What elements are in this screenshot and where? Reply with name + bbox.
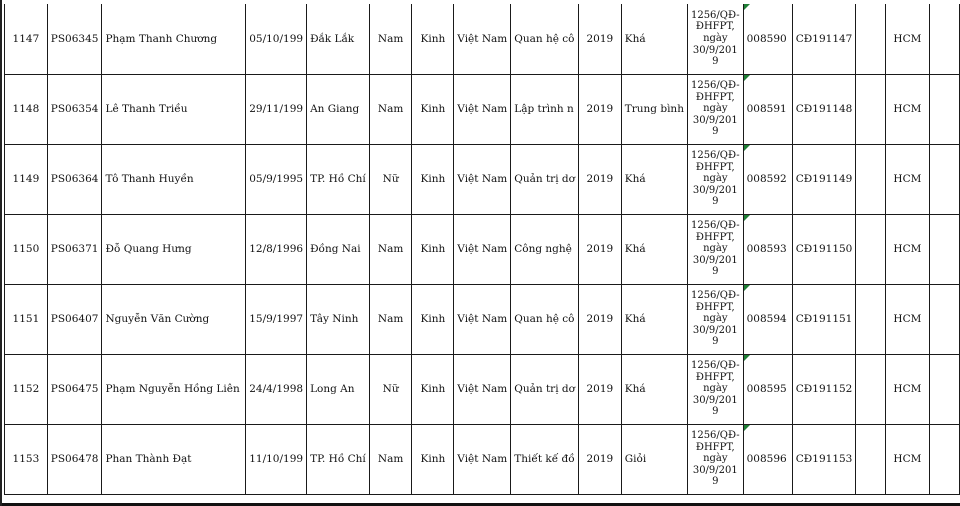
- cell-text: 1153: [12, 453, 40, 465]
- cell-empty-extra[interactable]: [929, 284, 959, 354]
- cell-text: Nam: [377, 103, 404, 115]
- decision-line: 1256/QĐ-: [690, 360, 740, 372]
- cell-text: 008595: [746, 383, 787, 395]
- cell-text: 2019: [586, 313, 614, 325]
- decision-line: ĐHFPT,: [695, 161, 735, 173]
- cell-text: Nữ: [382, 383, 399, 395]
- cell-major[interactable]: [511, 74, 579, 144]
- decision-line: ngày: [703, 32, 728, 44]
- table-row: [5, 284, 960, 354]
- cell-registration-number[interactable]: [792, 214, 856, 284]
- decision-line: ĐHFPT,: [695, 91, 735, 103]
- cell-empty-extra[interactable]: [929, 74, 959, 144]
- cell-student-code[interactable]: [47, 4, 102, 74]
- cell-text: Đắk Lắk: [310, 32, 355, 45]
- decision-line: 9: [712, 56, 719, 68]
- cell-graduation-year[interactable]: [578, 214, 621, 284]
- cell-text: 008594: [746, 313, 787, 325]
- cell-text: Việt Nam: [457, 243, 508, 255]
- cell-text: PS06345: [50, 32, 99, 45]
- cell-student-code[interactable]: [47, 354, 102, 424]
- cell-serial-number[interactable]: [743, 214, 792, 284]
- cell-text: Phan Thành Đạt: [105, 453, 192, 465]
- cell-text: 2019: [586, 453, 614, 465]
- cell-ethnicity[interactable]: [412, 284, 454, 354]
- decision-line: ĐHFPT,: [695, 231, 735, 243]
- cell-text: Tây Ninh: [310, 313, 359, 325]
- cell-text: HCM: [893, 243, 922, 255]
- cell-text: CĐ191153: [795, 453, 853, 465]
- cell-text: Quan hệ cô: [514, 313, 575, 325]
- cell-full-name[interactable]: [102, 4, 246, 74]
- cell-decision[interactable]: [687, 74, 743, 144]
- cell-stt[interactable]: [5, 284, 48, 354]
- cell-text: Long An: [310, 383, 355, 395]
- cell-text: Khá: [624, 32, 646, 45]
- cell-student-code[interactable]: [47, 144, 102, 214]
- decision-line: ngày: [703, 173, 728, 185]
- cell-rank[interactable]: [621, 284, 687, 354]
- cell-student-code[interactable]: [47, 214, 102, 284]
- cell-text: Đỗ Quang Hưng: [105, 243, 192, 255]
- cell-ethnicity[interactable]: [412, 74, 454, 144]
- cell-text: Nguyễn Văn Cường: [105, 313, 210, 325]
- cell-text: CĐ191147: [795, 32, 853, 45]
- decision-line: 1256/QĐ-: [690, 220, 740, 232]
- cell-text: Kinh: [420, 453, 446, 465]
- cell-text: 2019: [586, 103, 614, 115]
- cell-rank[interactable]: [621, 354, 687, 424]
- cell-text: TP. Hồ Chí: [310, 173, 366, 185]
- cell-student-code[interactable]: [47, 424, 102, 494]
- cell-graduation-year[interactable]: [578, 144, 621, 214]
- cell-text: Việt Nam: [457, 453, 508, 465]
- cell-empty[interactable]: [856, 4, 886, 74]
- cell-text: 008596: [746, 453, 787, 465]
- cell-text: Việt Nam: [457, 173, 508, 185]
- cell-campus[interactable]: [885, 354, 929, 424]
- cell-text: 2019: [586, 32, 614, 45]
- cell-nationality[interactable]: [454, 4, 511, 74]
- cell-graduation-year[interactable]: [578, 424, 621, 494]
- decision-line: 1256/QĐ-: [690, 9, 740, 21]
- cell-ethnicity[interactable]: [412, 424, 454, 494]
- cell-decision[interactable]: [687, 284, 743, 354]
- cell-birthplace[interactable]: [307, 284, 370, 354]
- cell-text: 11/10/199: [249, 453, 304, 465]
- cell-text: Nam: [377, 243, 404, 255]
- cell-empty-extra[interactable]: [929, 424, 959, 494]
- decision-line: 9: [712, 406, 719, 418]
- comment-indicator-icon: [744, 75, 750, 81]
- cell-gender[interactable]: [369, 214, 412, 284]
- cell-serial-number[interactable]: [743, 284, 792, 354]
- cell-text: 008591: [746, 103, 787, 115]
- cell-text: Nam: [377, 32, 404, 45]
- cell-graduation-year[interactable]: [578, 354, 621, 424]
- cell-text: Tô Thanh Huyền: [105, 173, 194, 185]
- cell-text: Kinh: [420, 173, 446, 185]
- cell-graduation-year[interactable]: [578, 284, 621, 354]
- decision-line: 30/9/201: [692, 184, 738, 196]
- cell-major[interactable]: [511, 354, 579, 424]
- cell-registration-number[interactable]: [792, 284, 856, 354]
- cell-text: 05/10/199: [249, 32, 304, 45]
- cell-major[interactable]: [511, 144, 579, 214]
- cell-gender[interactable]: [369, 4, 412, 74]
- decision-line: 1256/QĐ-: [690, 430, 740, 442]
- cell-text: 2019: [586, 383, 614, 395]
- cell-campus[interactable]: [885, 284, 929, 354]
- cell-date-of-birth[interactable]: [246, 354, 307, 424]
- cell-text: Khá: [624, 313, 646, 325]
- cell-birthplace[interactable]: [307, 144, 370, 214]
- decision-line: 30/9/201: [692, 254, 738, 266]
- decision-line: 30/9/201: [692, 44, 738, 56]
- decision-line: ngày: [703, 313, 728, 325]
- cell-text: 05/9/1995: [249, 173, 304, 185]
- cell-ethnicity[interactable]: [412, 4, 454, 74]
- cell-text: Công nghệ: [514, 243, 572, 255]
- cell-stt[interactable]: [5, 74, 48, 144]
- cell-gender[interactable]: [369, 284, 412, 354]
- cell-full-name[interactable]: [102, 354, 246, 424]
- cell-major[interactable]: [511, 214, 579, 284]
- cell-text: Nam: [377, 313, 404, 325]
- comment-indicator-icon: [744, 4, 750, 10]
- cell-text: PS06478: [50, 453, 99, 465]
- cell-nationality[interactable]: [454, 74, 511, 144]
- decision-line: 1256/QĐ-: [690, 150, 740, 162]
- cell-birthplace[interactable]: [307, 4, 370, 74]
- cell-text: TP. Hồ Chí: [310, 453, 366, 465]
- decision-line: 9: [712, 336, 719, 348]
- cell-graduation-year[interactable]: [578, 74, 621, 144]
- decision-line: 1256/QĐ-: [690, 290, 740, 302]
- cell-birthplace[interactable]: [307, 424, 370, 494]
- decision-line: ngày: [703, 453, 728, 465]
- cell-nationality[interactable]: [454, 214, 511, 284]
- cell-rank[interactable]: [621, 4, 687, 74]
- cell-text: HCM: [893, 103, 922, 115]
- cell-text: 29/11/199: [249, 103, 304, 115]
- cell-text: CĐ191150: [795, 243, 853, 255]
- cell-campus[interactable]: [885, 214, 929, 284]
- cell-empty-extra[interactable]: [929, 144, 959, 214]
- cell-text: Khá: [624, 173, 646, 185]
- cell-major[interactable]: [511, 4, 579, 74]
- cell-empty-extra[interactable]: [929, 214, 959, 284]
- table-row: [5, 144, 960, 214]
- cell-stt[interactable]: [5, 354, 48, 424]
- cell-text: Kinh: [420, 243, 446, 255]
- cell-text: CĐ191151: [795, 313, 853, 325]
- comment-indicator-icon: [744, 285, 750, 291]
- cell-text: Kinh: [420, 103, 446, 115]
- cell-serial-number[interactable]: [743, 424, 792, 494]
- cell-text: HCM: [893, 383, 922, 395]
- cell-text: PS06364: [50, 173, 99, 185]
- cell-campus[interactable]: [885, 144, 929, 214]
- cell-text: 1148: [12, 103, 40, 115]
- cell-text: Khá: [624, 383, 646, 395]
- cell-graduation-year[interactable]: [578, 4, 621, 74]
- cell-birthplace[interactable]: [307, 74, 370, 144]
- cell-empty[interactable]: [856, 424, 886, 494]
- cell-date-of-birth[interactable]: [246, 144, 307, 214]
- cell-text: 2019: [586, 173, 614, 185]
- cell-empty-extra[interactable]: [929, 4, 959, 74]
- cell-text: CĐ191152: [795, 383, 853, 395]
- cell-stt[interactable]: [5, 144, 48, 214]
- cell-text: 008593: [746, 243, 787, 255]
- table-row: [5, 214, 960, 284]
- cell-nationality[interactable]: [454, 144, 511, 214]
- cell-text: Đồng Nai: [310, 243, 361, 255]
- cell-registration-number[interactable]: [792, 4, 856, 74]
- cell-ethnicity[interactable]: [412, 144, 454, 214]
- cell-text: Việt Nam: [457, 32, 508, 45]
- comment-indicator-icon: [744, 145, 750, 151]
- cell-empty[interactable]: [856, 354, 886, 424]
- cell-decision[interactable]: [687, 354, 743, 424]
- cell-decision[interactable]: [687, 424, 743, 494]
- cell-empty[interactable]: [856, 214, 886, 284]
- cell-text: Khá: [624, 243, 646, 255]
- cell-ethnicity[interactable]: [412, 214, 454, 284]
- cell-serial-number[interactable]: [743, 144, 792, 214]
- cell-campus[interactable]: [885, 4, 929, 74]
- cell-campus[interactable]: [885, 74, 929, 144]
- decision-line: 30/9/201: [692, 324, 738, 336]
- comment-indicator-icon: [744, 215, 750, 221]
- cell-text: HCM: [893, 32, 922, 45]
- comment-indicator-icon: [744, 355, 750, 361]
- cell-text: Quan hệ cô: [514, 32, 575, 45]
- cell-full-name[interactable]: [102, 424, 246, 494]
- cell-text: Việt Nam: [457, 313, 508, 325]
- cell-text: 24/4/1998: [249, 383, 304, 395]
- table-body: [5, 4, 960, 494]
- graduates-table: [4, 4, 960, 495]
- cell-empty-extra[interactable]: [929, 354, 959, 424]
- cell-registration-number[interactable]: [792, 354, 856, 424]
- cell-stt[interactable]: [5, 214, 48, 284]
- cell-gender[interactable]: [369, 74, 412, 144]
- cell-rank[interactable]: [621, 214, 687, 284]
- table-row: [5, 424, 960, 494]
- cell-stt[interactable]: [5, 424, 48, 494]
- cell-rank[interactable]: [621, 144, 687, 214]
- comment-indicator-icon: [744, 425, 750, 431]
- cell-date-of-birth[interactable]: [246, 284, 307, 354]
- cell-text: Kinh: [420, 32, 446, 45]
- cell-text: Phạm Thanh Chương: [105, 32, 218, 45]
- cell-text: PS06407: [50, 313, 99, 325]
- cell-text: CĐ191148: [795, 103, 853, 115]
- cell-empty[interactable]: [856, 284, 886, 354]
- cell-full-name[interactable]: [102, 284, 246, 354]
- cell-empty[interactable]: [856, 74, 886, 144]
- cell-major[interactable]: [511, 284, 579, 354]
- cell-registration-number[interactable]: [792, 144, 856, 214]
- cell-text: Lập trình n: [514, 103, 574, 115]
- cell-text: HCM: [893, 313, 922, 325]
- cell-text: HCM: [893, 453, 922, 465]
- cell-full-name[interactable]: [102, 74, 246, 144]
- decision-line: 9: [712, 266, 719, 278]
- cell-text: Thiết kế đồ: [514, 453, 575, 465]
- cell-full-name[interactable]: [102, 214, 246, 284]
- cell-gender[interactable]: [369, 354, 412, 424]
- cell-nationality[interactable]: [454, 424, 511, 494]
- cell-text: PS06354: [50, 103, 99, 115]
- cell-text: Quản trị dơ: [514, 173, 575, 185]
- cell-text: PS06475: [50, 383, 99, 395]
- decision-line: 1256/QĐ-: [690, 80, 740, 92]
- cell-registration-number[interactable]: [792, 74, 856, 144]
- cell-date-of-birth[interactable]: [246, 214, 307, 284]
- cell-text: 15/9/1997: [249, 313, 304, 325]
- cell-text: Nam: [377, 453, 404, 465]
- cell-gender[interactable]: [369, 424, 412, 494]
- cell-decision[interactable]: [687, 144, 743, 214]
- decision-line: ĐHFPT,: [695, 21, 735, 33]
- cell-text: CĐ191149: [795, 173, 853, 185]
- cell-text: 1151: [12, 313, 40, 325]
- cell-date-of-birth[interactable]: [246, 4, 307, 74]
- cell-date-of-birth[interactable]: [246, 424, 307, 494]
- cell-text: Nữ: [382, 173, 399, 185]
- cell-text: Việt Nam: [457, 103, 508, 115]
- cell-nationality[interactable]: [454, 284, 511, 354]
- cell-text: Kinh: [420, 313, 446, 325]
- table-row: [5, 4, 960, 74]
- decision-line: 30/9/201: [692, 464, 738, 476]
- cell-student-code[interactable]: [47, 74, 102, 144]
- decision-line: ngày: [703, 103, 728, 115]
- cell-ethnicity[interactable]: [412, 354, 454, 424]
- cell-text: 1149: [12, 173, 40, 185]
- cell-stt[interactable]: [5, 4, 48, 74]
- decision-line: 30/9/201: [692, 394, 738, 406]
- cell-text: 008592: [746, 173, 787, 185]
- cell-text: Trung bình: [624, 103, 684, 115]
- cell-rank[interactable]: [621, 74, 687, 144]
- decision-line: ngày: [703, 383, 728, 395]
- cell-text: HCM: [893, 173, 922, 185]
- cell-text: 1147: [12, 32, 40, 45]
- decision-line: ngày: [703, 243, 728, 255]
- cell-date-of-birth[interactable]: [246, 74, 307, 144]
- decision-line: ĐHFPT,: [695, 441, 735, 453]
- cell-text: 1152: [12, 383, 40, 395]
- cell-decision[interactable]: [687, 4, 743, 74]
- cell-serial-number[interactable]: [743, 74, 792, 144]
- cell-decision[interactable]: [687, 214, 743, 284]
- cell-text: 2019: [586, 243, 614, 255]
- cell-full-name[interactable]: [102, 144, 246, 214]
- table-row: [5, 354, 960, 424]
- cell-birthplace[interactable]: [307, 214, 370, 284]
- cell-gender[interactable]: [369, 144, 412, 214]
- cell-student-code[interactable]: [47, 284, 102, 354]
- decision-line: ĐHFPT,: [695, 301, 735, 313]
- cell-text: Kinh: [420, 383, 446, 395]
- cell-birthplace[interactable]: [307, 354, 370, 424]
- cell-text: PS06371: [50, 243, 99, 255]
- cell-major[interactable]: [511, 424, 579, 494]
- cell-text: 1150: [12, 243, 40, 255]
- decision-line: 9: [712, 476, 719, 488]
- decision-line: ĐHFPT,: [695, 371, 735, 383]
- cell-text: Quản trị dơ: [514, 383, 575, 395]
- cell-empty[interactable]: [856, 144, 886, 214]
- cell-serial-number[interactable]: [743, 4, 792, 74]
- cell-text: An Giang: [310, 103, 360, 115]
- decision-line: 9: [712, 126, 719, 138]
- cell-serial-number[interactable]: [743, 354, 792, 424]
- decision-line: 30/9/201: [692, 114, 738, 126]
- cell-text: 12/8/1996: [249, 243, 304, 255]
- cell-campus[interactable]: [885, 424, 929, 494]
- cell-rank[interactable]: [621, 424, 687, 494]
- cell-text: Việt Nam: [457, 383, 508, 395]
- cell-text: Phạm Nguyễn Hồng Liên: [105, 383, 240, 395]
- table-row: [5, 74, 960, 144]
- cell-registration-number[interactable]: [792, 424, 856, 494]
- cell-text: Giỏi: [624, 453, 647, 465]
- decision-line: 9: [712, 196, 719, 208]
- cell-text: 008590: [746, 32, 787, 45]
- cell-text: Lê Thanh Triều: [105, 103, 188, 115]
- cell-nationality[interactable]: [454, 354, 511, 424]
